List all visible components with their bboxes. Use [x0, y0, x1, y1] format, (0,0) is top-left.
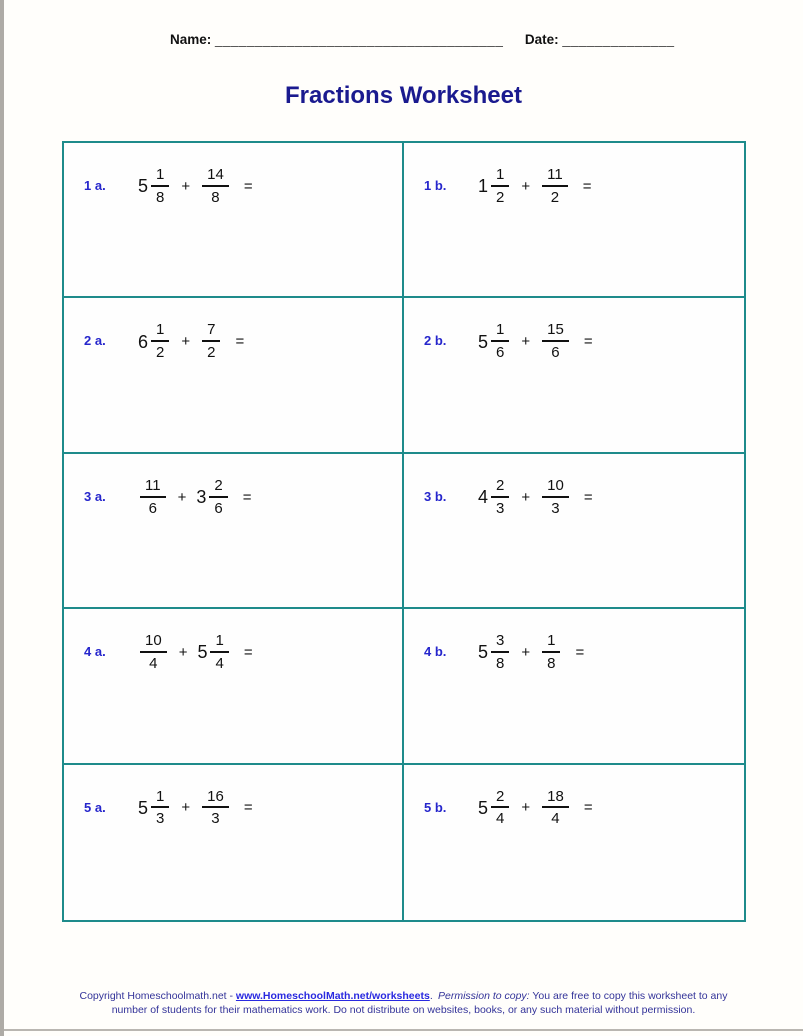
worksheets-link[interactable]: www.HomeschoolMath.net/worksheets: [235, 990, 430, 1002]
equals-sign: =: [583, 333, 593, 351]
fraction: [202, 789, 229, 828]
whole-number: 4: [478, 487, 489, 508]
denominator: 2: [156, 344, 165, 362]
whole-number: 5: [478, 642, 489, 663]
problem-label: 3 b.: [424, 488, 447, 504]
fraction: [542, 322, 569, 361]
name-date-row: [170, 32, 675, 47]
plus-operator: +: [521, 177, 531, 195]
problem-cell: [404, 454, 744, 609]
fraction: [491, 322, 509, 361]
problem-cell: [404, 298, 744, 453]
plus-operator: +: [521, 643, 531, 661]
equals-sign: =: [242, 488, 252, 506]
problem-expression: [138, 322, 244, 361]
fraction: [542, 789, 569, 828]
problem-cell: [404, 143, 744, 298]
fraction: [151, 789, 169, 828]
page-bottom-edge: [4, 1029, 803, 1031]
problem-label: 5 b.: [424, 799, 447, 815]
footer-line-1: [4, 989, 803, 1003]
fraction: [542, 167, 568, 206]
denominator: 6: [214, 499, 223, 517]
numerator: 3: [491, 633, 509, 653]
permission-label: Permission to copy:: [437, 990, 530, 1002]
denominator: 2: [207, 344, 216, 362]
whole-number: 5: [478, 331, 489, 352]
denominator: 3: [551, 499, 560, 517]
plus-operator: +: [181, 333, 191, 351]
problem-expression: [478, 322, 593, 361]
date-blank-line: ______________: [562, 32, 675, 47]
fraction: [491, 167, 509, 206]
problem-expression: [138, 789, 253, 828]
numerator: 1: [542, 633, 560, 653]
fraction: [140, 633, 167, 672]
problem-label: 4 a.: [84, 644, 106, 660]
numerator: 1: [151, 322, 169, 342]
problem-cell: [64, 298, 404, 453]
problem-cell: [64, 143, 404, 298]
fraction: [542, 478, 569, 517]
fraction: [542, 633, 560, 672]
plus-operator: +: [181, 177, 191, 195]
numerator: 1: [210, 633, 228, 653]
copyright-text: Copyright Homeschoolmath.net -: [79, 990, 236, 1002]
denominator: 3: [211, 810, 220, 828]
denominator: 4: [215, 654, 224, 672]
problem-expression: [138, 633, 253, 672]
problem-label: 5 a.: [84, 799, 106, 815]
numerator: 16: [202, 789, 229, 809]
whole-number: 5: [138, 797, 149, 818]
problem-expression: [478, 633, 584, 672]
numerator: 11: [140, 478, 166, 498]
whole-number: 5: [197, 642, 208, 663]
denominator: 6: [496, 344, 505, 362]
whole-number: 6: [138, 331, 149, 352]
footer-punct: .: [429, 990, 438, 1002]
denominator: 3: [496, 499, 505, 517]
fraction: [151, 322, 169, 361]
denominator: 8: [211, 188, 220, 206]
denominator: 8: [496, 654, 505, 672]
numerator: 2: [491, 789, 509, 809]
plus-operator: +: [521, 333, 531, 351]
page-title: Fractions Worksheet: [285, 82, 522, 109]
problem-cell: [64, 765, 404, 920]
plus-operator: +: [181, 799, 191, 817]
numerator: 1: [151, 167, 169, 187]
numerator: 11: [542, 167, 568, 187]
denominator: 8: [547, 654, 556, 672]
problem-label: 1 b.: [424, 178, 447, 193]
name-label: Name:: [170, 32, 212, 47]
numerator: 14: [202, 167, 229, 187]
equals-sign: =: [243, 643, 253, 661]
fraction: [210, 633, 228, 672]
problem-expression: [478, 789, 593, 828]
plus-operator: +: [521, 799, 531, 817]
problem-label: 3 a.: [84, 488, 106, 504]
whole-number: 3: [196, 487, 207, 508]
denominator: 8: [156, 188, 165, 206]
equals-sign: =: [583, 488, 593, 506]
equals-sign: =: [583, 799, 593, 817]
whole-number: 5: [138, 176, 149, 197]
problem-expression: [478, 167, 591, 206]
equals-sign: =: [235, 333, 245, 351]
problem-expression: [138, 478, 251, 517]
footer: [4, 989, 803, 1017]
name-blank-line: ____________________________________: [215, 32, 504, 47]
plus-operator: +: [177, 488, 187, 506]
fraction: [140, 478, 166, 517]
denominator: 6: [148, 499, 157, 517]
numerator: 7: [202, 322, 220, 342]
problem-cell: [64, 454, 404, 609]
numerator: 1: [151, 789, 169, 809]
equals-sign: =: [243, 177, 253, 195]
numerator: 10: [140, 633, 167, 653]
problem-label: 1 a.: [84, 178, 106, 193]
problem-expression: [138, 167, 253, 206]
footer-line-2: number of students for their mathematics work. Do not distribute on websites, books, or any such material without permission.: [111, 1004, 696, 1016]
footer-line1-rest: You are free to copy this worksheet to any: [529, 990, 728, 1002]
numerator: 2: [209, 478, 227, 498]
whole-number: 5: [478, 797, 489, 818]
fraction: [491, 789, 509, 828]
numerator: 10: [542, 478, 569, 498]
problem-expression: [478, 478, 593, 517]
problems-grid: [62, 141, 746, 922]
plus-operator: +: [178, 643, 188, 661]
equals-sign: =: [243, 799, 253, 817]
numerator: 1: [491, 322, 509, 342]
denominator: 3: [156, 810, 165, 828]
denominator: 4: [551, 810, 560, 828]
fraction: [202, 167, 229, 206]
equals-sign: =: [582, 177, 592, 195]
numerator: 18: [542, 789, 569, 809]
fraction: [491, 633, 509, 672]
date-label: Date:: [524, 32, 559, 47]
denominator: 4: [496, 810, 505, 828]
numerator: 15: [542, 322, 569, 342]
fraction: [202, 322, 220, 361]
problem-label: 4 b.: [424, 644, 447, 660]
fraction: [151, 167, 169, 206]
denominator: 2: [550, 188, 560, 206]
problem-label: 2 a.: [84, 333, 106, 349]
denominator: 4: [149, 654, 158, 672]
problem-cell: [404, 765, 744, 920]
equals-sign: =: [575, 643, 585, 661]
denominator: 6: [551, 344, 560, 362]
fraction: [209, 478, 227, 517]
problem-cell: [64, 609, 404, 764]
numerator: 2: [491, 478, 509, 498]
problem-label: 2 b.: [424, 333, 447, 349]
fraction: [491, 478, 509, 517]
numerator: 1: [491, 167, 509, 187]
problem-cell: [404, 609, 744, 764]
denominator: 2: [496, 188, 505, 206]
plus-operator: +: [521, 488, 531, 506]
whole-number: 1: [478, 176, 489, 197]
